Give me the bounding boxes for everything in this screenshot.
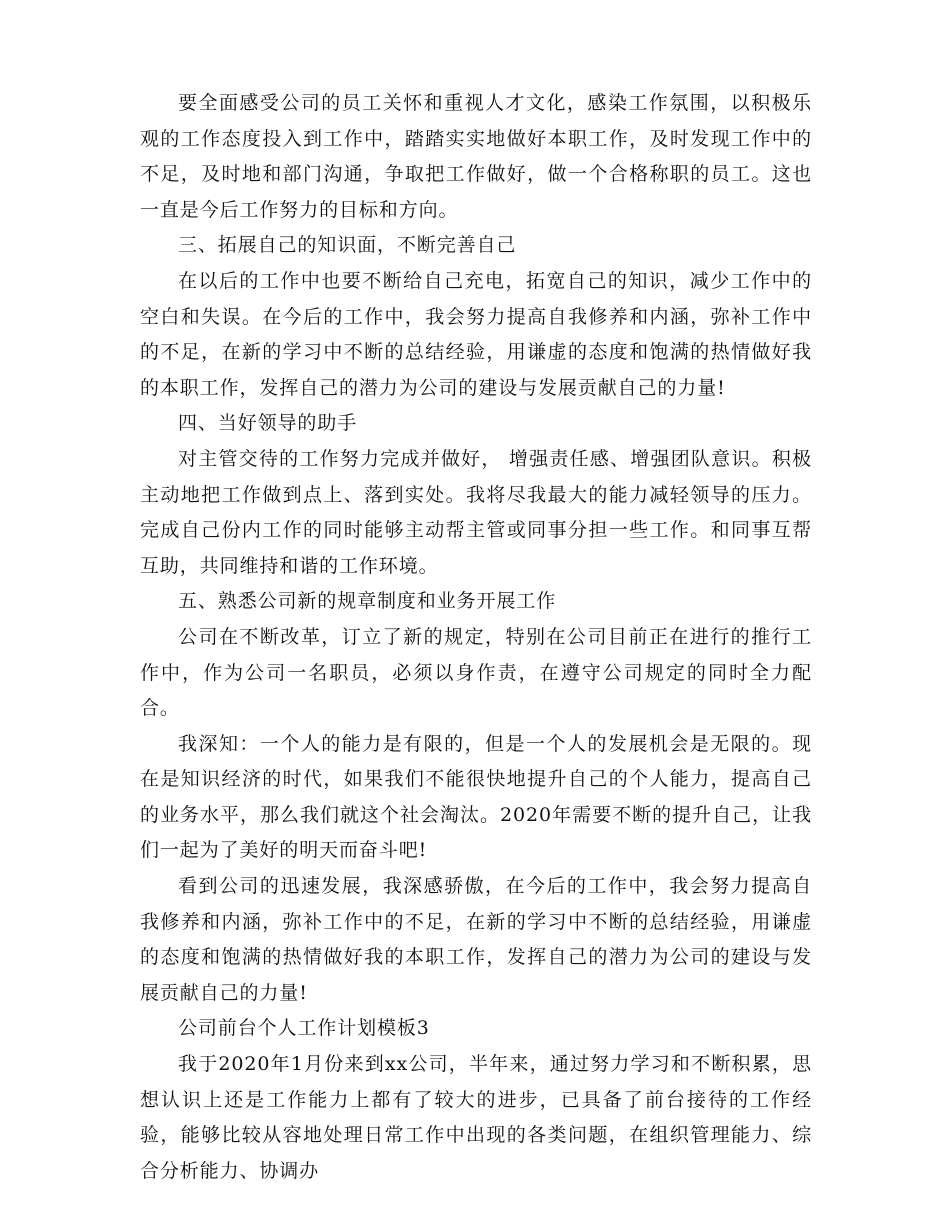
body-paragraph: 公司在不断改革，订立了新的规定，特别在公司目前正在进行的推行工作中，作为公司一名职员，必须以身作责，在遵守公司规定的同时全力配合。 — [140, 625, 812, 720]
section-heading: 五、熟悉公司新的规章制度和业务开展工作 — [178, 590, 557, 613]
body-paragraph: 我深知：一个人的能力是有限的，但是一个人的发展机会是无限的。现在是知识经济的时代，如果我们不能很快地提升自己的个人能力，提高自己的业务水平，那么我们就这个社会淘汰。2020年需要不断的提升自己，让我们一起为了美好的明天而奋斗吧! — [140, 732, 812, 862]
body-paragraph: 要全面感受公司的员工关怀和重视人才文化，感染工作氛围，以积极乐观的工作态度投入到工作中，踏踏实实地做好本职工作，及时发现工作中的不足，及时地和部门沟通，争取把工作做好，做一个合格称职的员工。这也一直是今后工作努力的目标和方向。 — [140, 92, 812, 221]
body-paragraph: 对主管交待的工作努力完成并做好， 增强责任感、增强团队意识。积极主动地把工作做到点上、落到实处。我将尽我最大的能力减轻领导的压力。完成自己份内工作的同时能够主动帮主管或同事分担一些工作。和同事互帮互助，共同维持和谐的工作环境。 — [140, 447, 812, 577]
section-heading: 公司前台个人工作计划模板3 — [178, 1017, 430, 1040]
section-heading: 四、当好领导的助手 — [178, 412, 358, 435]
section-heading: 三、拓展自己的知识面，不断完善自己 — [178, 234, 517, 257]
document-body — [140, 86, 812, 1189]
body-paragraph: 在以后的工作中也要不断给自己充电，拓宽自己的知识，减少工作中的空白和失误。在今后的工作中，我会努力提高自我修养和内涵，弥补工作中的不足，在新的学习中不断的总结经验，用谦虚的态度和饱满的热情做好我的本职工作，发挥自己的潜力为公司的建设与发展贡献自己的力量! — [140, 269, 812, 399]
body-paragraph: 看到公司的迅速发展，我深感骄傲，在今后的工作中，我会努力提高自我修养和内涵，弥补工作中的不足，在新的学习中不断的总结经验，用谦虚的态度和饱满的热情做好我的本职工作，发挥自己的潜力为公司的建设与发展贡献自己的力量! — [140, 875, 812, 1004]
body-paragraph: 我于2020年1月份来到xx公司，半年来，通过努力学习和不断积累，思想认识上还是工作能力上都有了较大的进步，已具备了前台接待的工作经验，能够比较从容地处理日常工作中出现的各类问题，在组织管理能力、综合分析能力、协调办 — [140, 1053, 812, 1182]
